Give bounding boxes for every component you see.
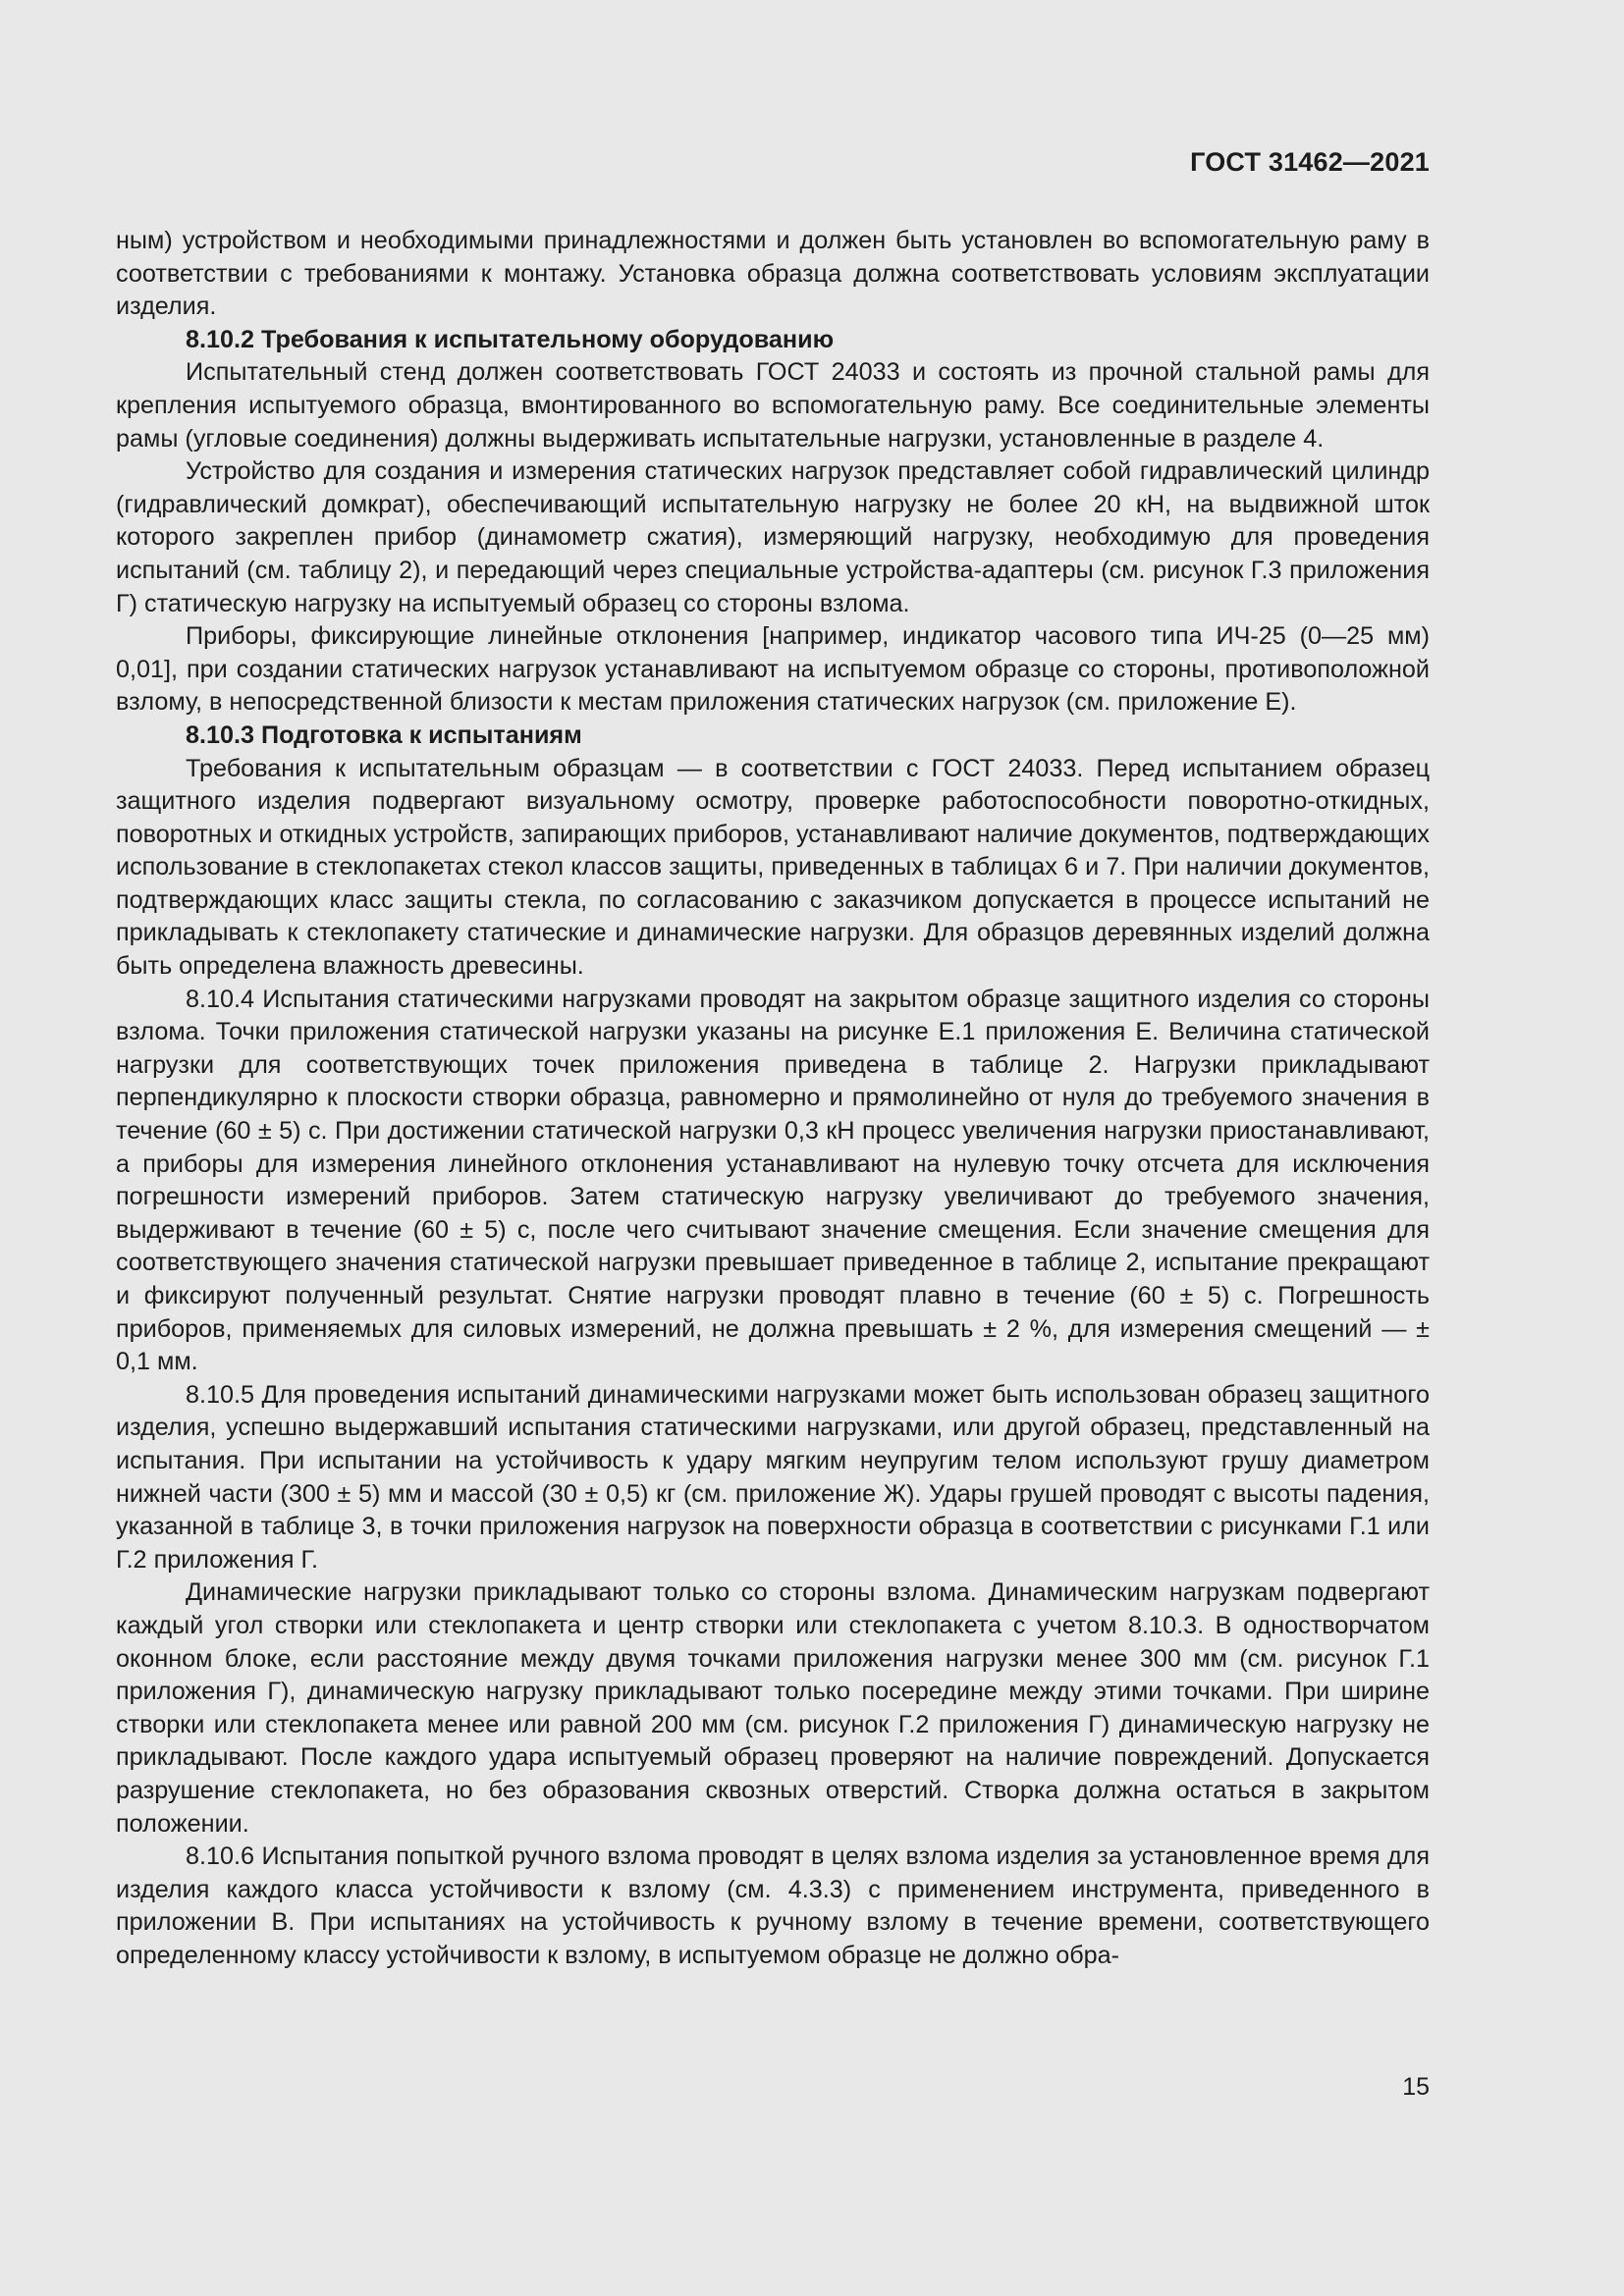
paragraph-continuation: ным) устройством и необходимыми принадлежностями и должен быть установлен во вспомогательную раму в соответствии с требованиями к монтажу. Установка образца должна соответствовать условиям эксплуатации изделия.: [116, 227, 1430, 321]
page-number: 15: [1402, 2073, 1430, 2101]
paragraph-8-10-6: 8.10.6 Испытания попыткой ручного взлома проводят в целях взлома изделия за установленное время для изделия каждого класса устойчивости к взлому (см. 4.3.3) с применением инструмента, приведенного в приложении В. При испытаниях на устойчивость к ручному взлому в течение времени, соответствующего определенному классу устойчивости к взлому, в испытуемом образце не должно обра-: [116, 1842, 1430, 1969]
standard-code-header: ГОСТ 31462—2021: [1190, 147, 1430, 177]
paragraph-8-10-5: 8.10.5 Для проведения испытаний динамическими нагрузками может быть использован образец защитного изделия, успешно выдержавший испытания статическими нагрузками, или другой образец, представленный на испытания. При испытании на устойчивость к удару мягким неупругим телом используют грушу диаметром нижней части (300 ± 5) мм и массой (30 ± 0,5) кг (см. приложение Ж). Удары грушей проводят с высоты падения, указанной в таблице 3, в точки приложения нагрузок на поверхности образца в соответствии с рисунками Г.1 или Г.2 приложения Г.: [116, 1380, 1430, 1574]
section-heading-8-10-3: 8.10.3 Подготовка к испытаниям: [186, 721, 582, 749]
paragraph-sample-requirements: Требования к испытательным образцам — в соответствии с ГОСТ 24033. Перед испытанием образец защитного изделия подвергают визуальному осмотру, проверке работоспособности поворотно-откидных, поворотных и откидных устройств, запирающих приборов, устанавливают наличие документов, подтверждающих использование в стеклопакетах стекол классов защиты, приведенных в таблицах 6 и 7. При наличии документов, подтверждающих класс защиты стекла, по согласованию с заказчиком допускается в процессе испытаний не прикладывать к стеклопакету статические и динамические нагрузки. Для образцов деревянных изделий должна быть определена влажность древесины.: [116, 754, 1430, 981]
paragraph-static-load-device: Устройство для создания и измерения статических нагрузок представляет собой гидравлический цилиндр (гидравлический домкрат), обеспечивающий испытательную нагрузку не более 20 кН, на выдвижной шток которого закреплен прибор (динамометр сжатия), измеряющий нагрузку, необходимую для проведения испытаний (см. таблицу 2), и передающий через специальные устройства-адаптеры (см. рисунок Г.3 приложения Г) статическую нагрузку на испытуемый образец со стороны взлома.: [116, 457, 1430, 617]
section-heading-8-10-2: 8.10.2 Требования к испытательному оборудованию: [186, 325, 835, 353]
paragraph-deviation-instruments: Приборы, фиксирующие линейные отклонения [например, индикатор часового типа ИЧ-25 (0—25 мм) 0,01], при создании статических нагрузок устанавливают на испытуемом образце со стороны, противоположной взлому, в непосредственной близости к местам приложения статических нагрузок (см. приложение Е).: [116, 622, 1430, 717]
document-body: [116, 225, 1430, 1972]
paragraph-8-10-4: 8.10.4 Испытания статическими нагрузками проводят на закрытом образце защитного изделия со стороны взлома. Точки приложения статической нагрузки указаны на рисунке Е.1 приложения Е. Величина статической нагрузки для соответствующих точек приложения приведена в таблице 2. Нагрузки прикладывают перпендикулярно к плоскости створки образца, равномерно и прямолинейно от нуля до требуемого значения в течение (60 ± 5) с. При достижении статической нагрузки 0,3 кН процесс увеличения нагрузки приостанавливают, а приборы для измерения линейного отклонения устанавливают на нулевую точку отсчета для исключения погрешности измерений приборов. Затем статическую нагрузку увеличивают до требуемого значения, выдерживают в течение (60 ± 5) с, после чего считывают значение смещения. Если значение смещения для соответствующего значения статической нагрузки превышает приведенное в таблице 2, испытание прекращают и фиксируют полученный результат. Снятие нагрузки проводят плавно в течение (60 ± 5) с. Погрешность приборов, применяемых для силовых измерений, не должна превышать ± 2 %, для измерения смещений — ± 0,1 мм.: [116, 985, 1430, 1376]
paragraph-dynamic-loads: Динамические нагрузки прикладывают только со стороны взлома. Динамическим нагрузкам подвергают каждый угол створки или стеклопакета и центр створки или стеклопакета с учетом 8.10.3. В одностворчатом оконном блоке, если расстояние между двумя точками приложения нагрузки менее 300 мм (см. рисунок Г.1 приложения Г), динамическую нагрузку прикладывают только посередине между этими точками. При ширине створки или стеклопакета менее или равной 200 мм (см. рисунок Г.2 приложения Г) динамическую нагрузку не прикладывают. После каждого удара испытуемый образец проверяют на наличие повреждений. Допускается разрушение стеклопакета, но без образования сквозных отверстий. Створка должна остаться в закрытом положении.: [116, 1578, 1430, 1838]
paragraph-test-stand: Испытательный стенд должен соответствовать ГОСТ 24033 и состоять из прочной стальной рамы для крепления испытуемого образца, вмонтированного во вспомогательную раму. Все соединительные элементы рамы (угловые соединения) должны выдерживать испытательные нагрузки, установленные в разделе 4.: [116, 358, 1430, 453]
